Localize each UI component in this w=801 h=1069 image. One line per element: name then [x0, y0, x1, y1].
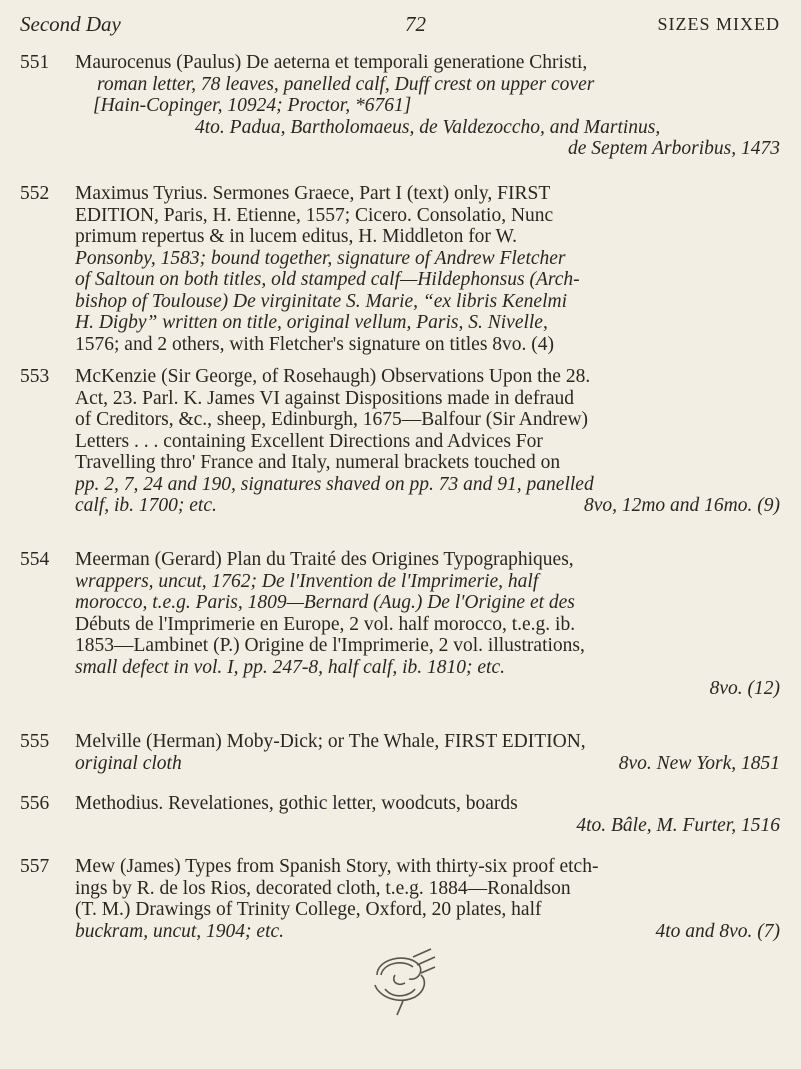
lot-line: wrappers, uncut, 1762; De l'Invention de l'Imprimerie, half [75, 570, 539, 592]
lot-number: 556 [20, 793, 50, 814]
lot-line: 4to. Bâle, M. Furter, 1516 [576, 814, 780, 836]
printer-device-ornament [365, 945, 440, 1020]
lot-description [75, 549, 780, 700]
lot-number: 557 [20, 856, 50, 877]
lot-line: Act, 23. Parl. K. James VI against Dispositions made in defraud [75, 387, 574, 409]
lot-line: bishop of Toulouse) De virginitate S. Marie, “ex libris Kenelmi [75, 290, 567, 312]
lot-line: Meerman (Gerard) Plan du Traité des Origines Typographiques, [75, 549, 574, 570]
lot-line: primum repertus & in lucem editus, H. Middleton for W. [75, 226, 517, 247]
lot-line: Ponsonby, 1583; bound together, signature of Andrew Fletcher [75, 247, 566, 269]
lot-line-end: 8vo. New York, 1851 [618, 752, 780, 774]
page-header [20, 6, 780, 40]
lot-line-start: calf, ib. 1700; etc. [75, 495, 217, 516]
lot-line: Maximus Tyrius. Sermones Graece, Part I (text) only, FIRST [75, 183, 551, 204]
lot-line: Travelling thro' France and Italy, numeral brackets touched on [75, 452, 561, 473]
lot-number: 555 [20, 731, 50, 752]
lot-description [75, 366, 780, 517]
lot-line: pp. 2, 7, 24 and 190, signatures shaved on pp. 73 and 91, panelled [75, 473, 594, 495]
lot-line: 1576; and 2 others, with Fletcher's signature on titles 8vo. (4) [75, 333, 555, 355]
lot-line: 8vo. (12) [709, 678, 780, 699]
lot-line-start: original cloth [75, 752, 182, 774]
lot-number: 553 [20, 366, 50, 387]
lot-line: Débuts de l'Imprimerie en Europe, 2 vol. half morocco, t.e.g. ib. [75, 613, 576, 635]
lot-line: small defect in vol. I, pp. 247-8, half calf, ib. 1810; etc. [75, 656, 505, 678]
lot-line: morocco, t.e.g. Paris, 1809—Bernard (Aug.) De l'Origine et des [75, 592, 575, 613]
lot-line: McKenzie (Sir George, of Rosehaugh) Observations Upon the 28. [75, 366, 591, 387]
lot-line: Methodius. Revelationes, gothic letter, woodcuts, boards [75, 793, 518, 814]
lot-line: Mew (James) Types from Spanish Story, with thirty-six proof etch- [75, 856, 599, 877]
header-section: SIZES MIXED [657, 14, 780, 34]
lot-description [75, 731, 780, 774]
page-number: 72 [405, 12, 426, 36]
lot-number: 554 [20, 549, 50, 570]
lot-line-start: buckram, uncut, 1904; etc. [75, 920, 285, 942]
lot-description [75, 793, 780, 836]
lot-line: 4to. Padua, Bartholomaeus, de Valdezoccho, and Martinus, [195, 116, 661, 138]
lot-line: [Hain-Copinger, 10924; Proctor, *6761] [93, 95, 412, 116]
lot-number: 551 [20, 52, 50, 73]
lot-line: 1853—Lambinet (P.) Origine de l'Imprimerie, 2 vol. illustrations, [75, 635, 585, 656]
lot-description [75, 856, 780, 942]
lot-line: of Creditors, &c., sheep, Edinburgh, 1675—Balfour (Sir Andrew) [75, 409, 589, 430]
lot-line: H. Digby” written on title, original vellum, Paris, S. Nivelle, [75, 312, 548, 333]
lot-line: roman letter, 78 leaves, panelled calf, Duff crest on upper cover [97, 73, 595, 95]
lot-line: Letters . . . containing Excellent Directions and Advices For [75, 430, 543, 452]
lot-description [75, 52, 780, 160]
lot-description [75, 183, 780, 355]
lot-line: of Saltoun on both titles, old stamped calf—Hildephonsus (Arch- [75, 269, 580, 290]
lot-line [75, 921, 780, 943]
lot-line: Maurocenus (Paulus) De aeterna et temporali generatione Christi, [75, 52, 588, 73]
lot-line: (T. M.) Drawings of Trinity College, Oxford, 20 plates, half [75, 899, 542, 920]
lot-line [75, 753, 780, 775]
lot-line [75, 495, 780, 517]
lot-line-end: 8vo, 12mo and 16mo. (9) [583, 495, 780, 516]
lot-line: EDITION, Paris, H. Etienne, 1557; Cicero. Consolatio, Nunc [75, 204, 554, 226]
lot-line: Melville (Herman) Moby-Dick; or The Whale, FIRST EDITION, [75, 731, 586, 752]
header-day: Second Day [20, 12, 121, 36]
lot-line: ings by R. de los Rios, decorated cloth, t.e.g. 1884—Ronaldson [75, 877, 571, 899]
lot-line-end: 4to and 8vo. (7) [655, 920, 780, 942]
lot-line: de Septem Arboribus, 1473 [568, 138, 780, 159]
lot-number: 552 [20, 183, 50, 204]
